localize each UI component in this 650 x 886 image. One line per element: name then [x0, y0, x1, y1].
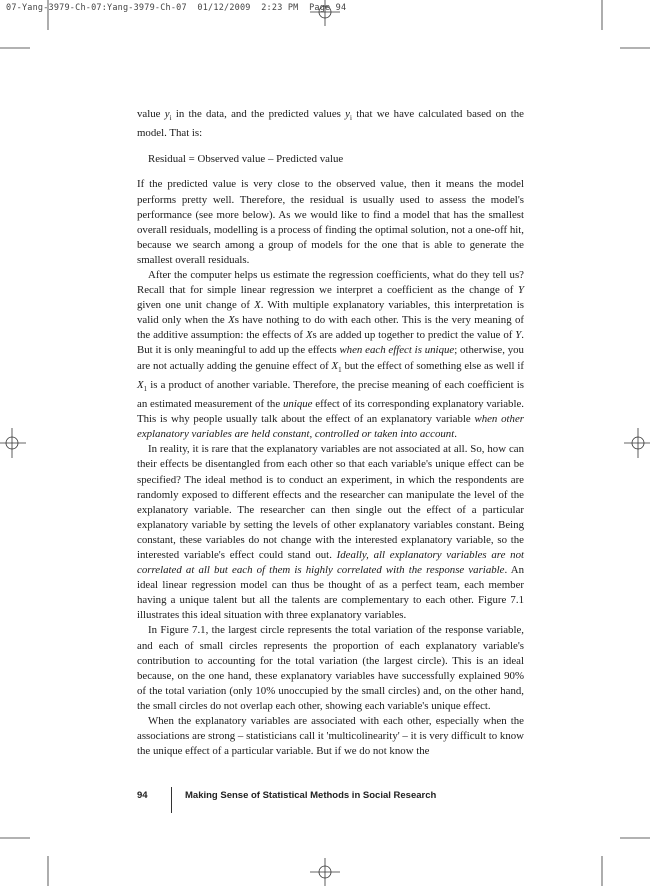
registration-mark-right: [624, 428, 650, 458]
running-footer: [137, 787, 436, 803]
book-title: Making Sense of Statistical Methods in Social Research: [185, 789, 437, 801]
paragraph-multicolinearity: When the explanatory variables are associated with each other, especially when the associations are strong – statisticians call it 'multicolinearity' – it is very difficult to know the unique effect of a particular variable. But if we do not know the: [137, 715, 524, 758]
residual-equation: Residual = Observed value – Predicted value: [148, 153, 344, 166]
paragraph-intro: value $y_i$ in the data, and the predicted values $y_i$ that we have calculated based on the model. That is:: [137, 108, 524, 140]
paragraph-reality: In reality, it is rare that the explanatory variables are not associated at all. So, how can their effects be disentangled from each other so that each variable's unique effect can be specified? The ideal method is to conduct an experiment, in which the respondents are randomly exposed to different effects and the researcher can manipulate the level of the explanatory variable. The researcher can then single out the effect of a particular explanatory variable by setting the levels of other explanatory variables constant. Being constant, these variables do not change with the interested explanatory variable, so the interested variable's effect could stand out. Ideally, all explanatory variables are not correlated at all but each of them is highly correlated with the response variable. An ideal linear regression model can thus be thought of as a perfect team, each member having a unique talent but all the talents are complementary to each other. Figure 7.1 illustrates this ideal situation with three explanatory variables.: [137, 443, 524, 622]
footer-divider: [171, 787, 172, 813]
page-number: 94: [137, 789, 148, 801]
print-slug: 07-Yang-3979-Ch-07:Yang-3979-Ch-07 01/12/2009 2:23 PM Page 94: [6, 3, 347, 13]
registration-mark-left: [0, 428, 26, 458]
registration-mark-top: [310, 0, 340, 26]
paragraph-residual: If the predicted value is very close to the observed value, then it means the model performs pretty well. Therefore, the residual is usually used to assess the model's performance (see more below). As we would like to find a model that has the smallest overall residuals, modelling is a process of finding the optimal solution, not a one-off hit, because we search among a group of models for the one that is able to generate the smallest overall residuals.: [137, 178, 524, 266]
paragraph-figure-7-1: In Figure 7.1, the largest circle represents the total variation of the response variable, and each of small circles represents the proportion of each explanatory variable's contribution to accounting for the total variation (the largest circle). This is an ideal because, on the one hand, these explanatory variables have successfully explained 90% of the total variation (only 10% unoccupied by the small circles) and, on the other hand, the small circles do not overlap each other, showing each variable's unique effect.: [137, 624, 524, 712]
paragraph-coefficients: After the computer helps us estimate the regression coefficients, what do they tell us? Recall that for simple linear regression we interpret a coefficient as the change of Y given one unit change of X. With multiple explanatory variables, this interpretation is valid only when the Xs have nothing to do with each other. This is the very meaning of the additive assumption: the effects of Xs are added up together to predict the value of Y. But it is only meaningful to add up the effects when each effect is unique; otherwise, you are not actually adding the genuine effect of $X_1$ but the effect of something else as well if $X_1$ is a product of another variable. Therefore, the precise meaning of each coefficient is an estimated measurement of the unique effect of its corresponding explanatory variable. This is why people usually talk about the effect of an explanatory variable when other explanatory variables are held constant, controlled or taken into account.: [137, 269, 524, 441]
page-body: [137, 107, 524, 759]
registration-mark-bottom: [310, 858, 340, 886]
